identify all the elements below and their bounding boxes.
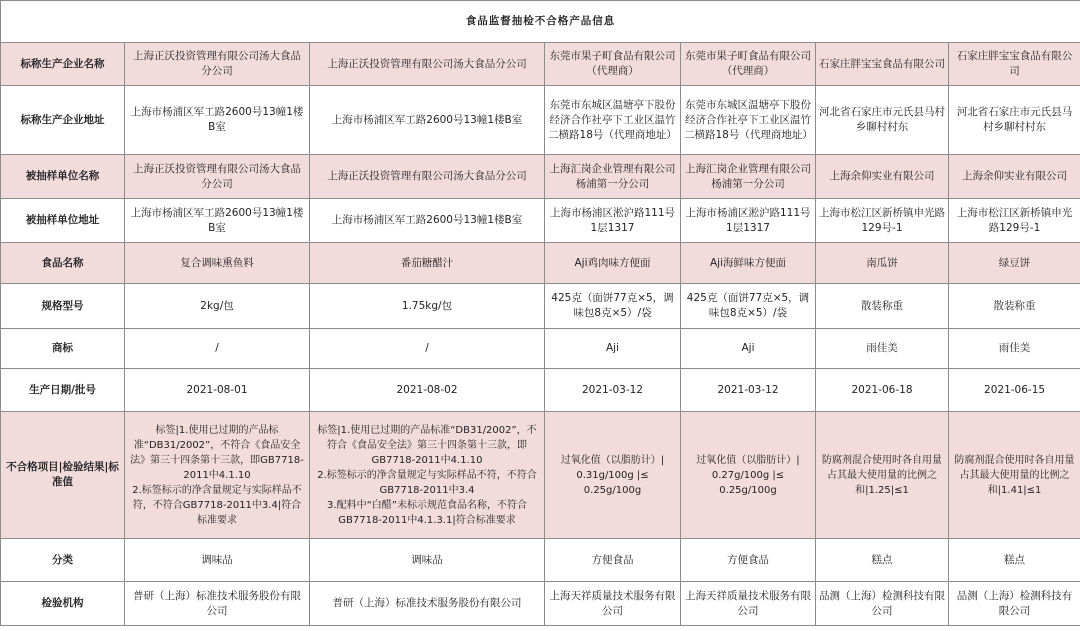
table-cell: 上海市松江区新桥镇申光路129号-1 [949, 199, 1080, 243]
table-cell: 上海余仰实业有限公司 [816, 155, 949, 199]
row-label: 规格型号 [1, 284, 125, 329]
table-cell: 2021-03-12 [681, 369, 816, 412]
table-cell: 品测（上海）检测科技有限公司 [816, 582, 949, 626]
table-cell: 东莞市果子町食品有限公司（代理商） [545, 43, 681, 86]
table-cell: 河北省石家庄市元氏县马村乡聊村村东 [949, 86, 1080, 155]
table-cell: 散装称重 [949, 284, 1080, 329]
table-cell: 方便食品 [545, 539, 681, 582]
table-cell: 普研（上海）标准技术服务股份有限公司 [125, 582, 310, 626]
table-row [1, 43, 1080, 86]
table-cell: 上海正沃投资管理有限公司汤大食品分公司 [125, 43, 310, 86]
table-title: 食品监督抽检不合格产品信息 [1, 1, 1080, 43]
table-cell: 1.75kg/包 [310, 284, 545, 329]
table-cell: 2021-06-15 [949, 369, 1080, 412]
table-cell: 上海正沃投资管理有限公司汤大食品分公司 [310, 43, 545, 86]
table-cell: 上海正沃投资管理有限公司汤大食品分公司 [125, 155, 310, 199]
table-row [1, 243, 1080, 284]
table-row [1, 582, 1080, 626]
row-label: 被抽样单位地址 [1, 199, 125, 243]
table-cell: 普研（上海）标准技术服务股份有限公司 [310, 582, 545, 626]
table-cell: 上海余仰实业有限公司 [949, 155, 1080, 199]
table-cell: 复合调味熏鱼料 [125, 243, 310, 284]
table-cell: 东莞市果子町食品有限公司（代理商） [681, 43, 816, 86]
table-cell: 2021-06-18 [816, 369, 949, 412]
table-cell: 2021-03-12 [545, 369, 681, 412]
row-label: 食品名称 [1, 243, 125, 284]
table-cell: 上海天祥质量技术服务有限公司 [681, 582, 816, 626]
table-cell: 2021-08-02 [310, 369, 545, 412]
table-cell: 糕点 [949, 539, 1080, 582]
table-cell: 上海天祥质量技术服务有限公司 [545, 582, 681, 626]
row-label: 检验机构 [1, 582, 125, 626]
row-label: 生产日期/批号 [1, 369, 125, 412]
table-cell: 石家庄胖宝宝食品有限公司 [816, 43, 949, 86]
row-label: 不合格项目|检验结果|标准值 [1, 412, 125, 539]
row-label: 被抽样单位名称 [1, 155, 125, 199]
table-cell: 防腐剂混合使用时各自用量占其最大使用量的比例之和|1.25|≤1 [816, 412, 949, 539]
table-cell: 南瓜饼 [816, 243, 949, 284]
table-cell: 糕点 [816, 539, 949, 582]
table-cell: 标签|1.使用已过期的产品标准“DB31/2002”，不符合《食品安全法》第三十四条第十三款，即GB7718-2011中4.1.10 2.标签标示的净含量规定与实际样品不符，不符合GB7718-2011中3.4|符合标准要求 [125, 412, 310, 539]
table-cell: 调味品 [125, 539, 310, 582]
table-row [1, 199, 1080, 243]
table-cell: Aji [545, 329, 681, 369]
table-cell: Aji海鲜味方便面 [681, 243, 816, 284]
table-row [1, 86, 1080, 155]
table-cell: 东莞市东城区温塘亭下股份经济合作社亭下工业区温竹二横路18号（代理商地址） [681, 86, 816, 155]
table-cell: 上海市杨浦区淞沪路111号1层1317 [681, 199, 816, 243]
row-label: 标称生产企业名称 [1, 43, 125, 86]
table-cell: 上海市杨浦区军工路2600号13幢1楼B室 [310, 86, 545, 155]
table-cell: 雨佳美 [816, 329, 949, 369]
table-cell: 防腐剂混合使用时各自用量占其最大使用量的比例之和|1.41|≤1 [949, 412, 1080, 539]
table-cell: / [125, 329, 310, 369]
table-cell: 方便食品 [681, 539, 816, 582]
table-cell: Aji [681, 329, 816, 369]
table-cell: 2021-08-01 [125, 369, 310, 412]
table-cell: 2kg/包 [125, 284, 310, 329]
table-cell: 调味品 [310, 539, 545, 582]
table-cell: 散装称重 [816, 284, 949, 329]
table-cell: 上海汇岗企业管理有限公司杨浦第一分公司 [545, 155, 681, 199]
table-cell: 425克（面饼77克×5，调味包8克×5）/袋 [681, 284, 816, 329]
table-cell: 425克（面饼77克×5，调味包8克×5）/袋 [545, 284, 681, 329]
table-cell: 过氧化值（以脂肪计）| 0.27g/100g |≤ 0.25g/100g [681, 412, 816, 539]
table-row [1, 284, 1080, 329]
table-cell: 上海市松江区新桥镇申光路129号-1 [816, 199, 949, 243]
table-row [1, 539, 1080, 582]
table-cell: Aji鸡肉味方便面 [545, 243, 681, 284]
table-cell: 东莞市东城区温塘亭下股份经济合作社亭下工业区温竹二横路18号（代理商地址） [545, 86, 681, 155]
row-label: 标称生产企业地址 [1, 86, 125, 155]
table-cell: 上海市杨浦区淞沪路111号1层1317 [545, 199, 681, 243]
table-row [1, 369, 1080, 412]
table-cell: 上海市杨浦区军工路2600号13幢1楼B室 [125, 199, 310, 243]
row-label: 商标 [1, 329, 125, 369]
table-cell: 上海汇岗企业管理有限公司杨浦第一分公司 [681, 155, 816, 199]
table-cell: 上海市杨浦区军工路2600号13幢1楼B室 [125, 86, 310, 155]
table-cell: 上海正沃投资管理有限公司汤大食品分公司 [310, 155, 545, 199]
table-row [1, 412, 1080, 539]
table-cell: 河北省石家庄市元氏县马村乡聊村村东 [816, 86, 949, 155]
table-cell: 标签|1.使用已过期的产品标准“DB31/2002”，不符合《食品安全法》第三十四条第十三款，即GB7718-2011中4.1.10 2.标签标示的净含量规定与实际样品不符，不符合GB7718-2011中3.4 3.配料中“白醋”未标示规范食品名称，不符合GB7718-2011中4.1.3.1|符合标准要求 [310, 412, 545, 539]
table-cell: 上海市杨浦区军工路2600号13幢1楼B室 [310, 199, 545, 243]
table-cell: 过氧化值（以脂肪计）| 0.31g/100g |≤ 0.25g/100g [545, 412, 681, 539]
table-cell: 品测（上海）检测科技有限公司 [949, 582, 1080, 626]
table-cell: 石家庄胖宝宝食品有限公司 [949, 43, 1080, 86]
table-cell: 番茄糖醋汁 [310, 243, 545, 284]
table-cell: 绿豆饼 [949, 243, 1080, 284]
table-cell: / [310, 329, 545, 369]
table-cell: 雨佳美 [949, 329, 1080, 369]
row-label: 分类 [1, 539, 125, 582]
table-row [1, 155, 1080, 199]
table-row [1, 329, 1080, 369]
